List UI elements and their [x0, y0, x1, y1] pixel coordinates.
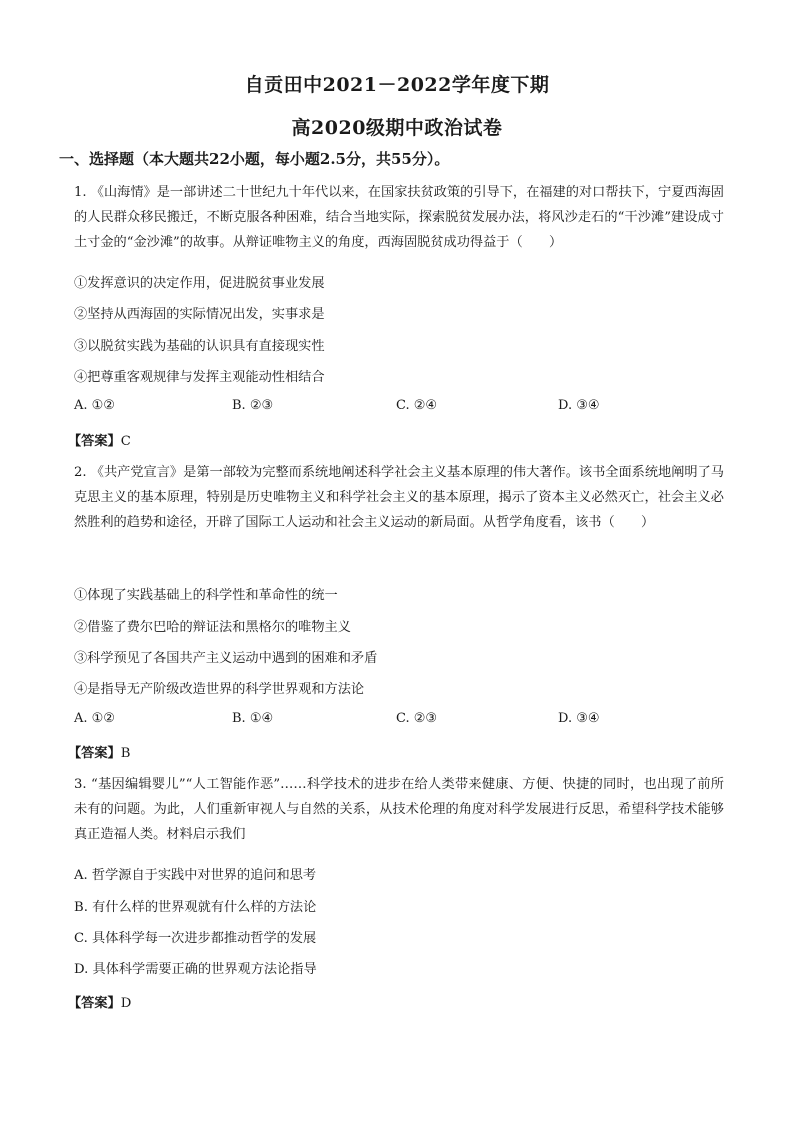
answer-value: C — [120, 434, 131, 449]
question-1-choices — [74, 398, 724, 418]
choice-c[interactable]: C. ②④ — [396, 398, 438, 413]
question-2-item-1: ①体现了实践基础上的科学性和革命性的统一 — [74, 588, 338, 603]
question-2-item-2: ②借鉴了费尔巴哈的辩证法和黑格尔的唯物主义 — [74, 620, 351, 635]
answer-label: 【答案】 — [68, 746, 121, 761]
question-1-answer — [68, 430, 131, 449]
question-3-stem: 3. “基因编辑婴儿”“人工智能作恶”……科学技术的进步在给人类带来健康、方便、快捷的同时，也出现了前所未有的问题。为此，人们重新审视人与自然的关系，从技术伦理的角度对科学发展进行反思，希望科学技术能够真正造福人类。材料启示我们 — [74, 777, 724, 842]
question-3-option-b[interactable]: B. 有什么样的世界观就有什么样的方法论 — [74, 900, 317, 915]
question-1-item-2: ②坚持从西海固的实际情况出发，实事求是 — [74, 307, 325, 322]
answer-value: B — [120, 746, 131, 761]
choice-d[interactable]: D. ③④ — [558, 711, 600, 726]
question-2-choices — [74, 711, 724, 731]
section-heading: 一、选择题（本大题共22小题，每小题2.5分，共55分）。 — [59, 150, 450, 168]
answer-label: 【答案】 — [68, 996, 121, 1011]
choice-a[interactable]: A. ①② — [74, 711, 115, 726]
question-1-item-4: ④把尊重客观规律与发挥主观能动性相结合 — [74, 370, 325, 385]
exam-subtitle: 高2020级期中政治试卷 — [291, 117, 503, 139]
answer-value: D — [120, 996, 132, 1011]
choice-b[interactable]: B. ②③ — [232, 398, 274, 413]
choice-d[interactable]: D. ③④ — [558, 398, 600, 413]
question-1-stem: 1. 《山海情》是一部讲述二十世纪九十年代以来，在国家扶贫政策的引导下，在福建的对口帮扶下，宁夏西海固的人民群众移民搬迁，不断克服各种困难，结合当地实际，探索脱贫发展办法，将风沙走石的“干沙滩”建设成寸土寸金的“金沙滩”的故事。从辩证唯物主义的角度，西海固脱贫成功得益于（ ） — [74, 185, 724, 250]
choice-c[interactable]: C. ②③ — [396, 711, 438, 726]
question-1-item-3: ③以脱贫实践为基础的认识具有直接现实性 — [74, 339, 325, 354]
question-2-answer — [68, 742, 130, 761]
question-2-item-3: ③科学预见了各国共产主义运动中遇到的困难和矛盾 — [74, 651, 378, 666]
answer-label: 【答案】 — [68, 434, 121, 449]
question-2-stem: 2. 《共产党宣言》是第一部较为完整而系统地阐述科学社会主义基本原理的伟大著作。该书全面系统地阐明了马克思主义的基本原理，特别是历史唯物主义和科学社会主义的基本原理，揭示了资本主义必然灭亡，社会主义必然胜利的趋势和途径，开辟了国际工人运动和社会主义运动的新局面。从哲学角度看，该书（ ） — [74, 465, 724, 530]
question-1-item-1: ①发挥意识的决定作用，促进脱贫事业发展 — [74, 276, 325, 291]
question-2-item-4: ④是指导无产阶级改造世界的科学世界观和方法论 — [74, 682, 365, 697]
question-3-option-d[interactable]: D. 具体科学需要正确的世界观方法论指导 — [74, 962, 317, 977]
choice-b[interactable]: B. ①④ — [232, 711, 274, 726]
question-3-option-a[interactable]: A. 哲学源自于实践中对世界的追问和思考 — [74, 868, 317, 883]
choice-a[interactable]: A. ①② — [74, 398, 115, 413]
question-3-option-c[interactable]: C. 具体科学每一次进步都推动哲学的发展 — [74, 931, 317, 946]
question-3-answer — [68, 992, 131, 1011]
exam-title: 自贡田中2021－2022学年度下期 — [244, 74, 550, 96]
